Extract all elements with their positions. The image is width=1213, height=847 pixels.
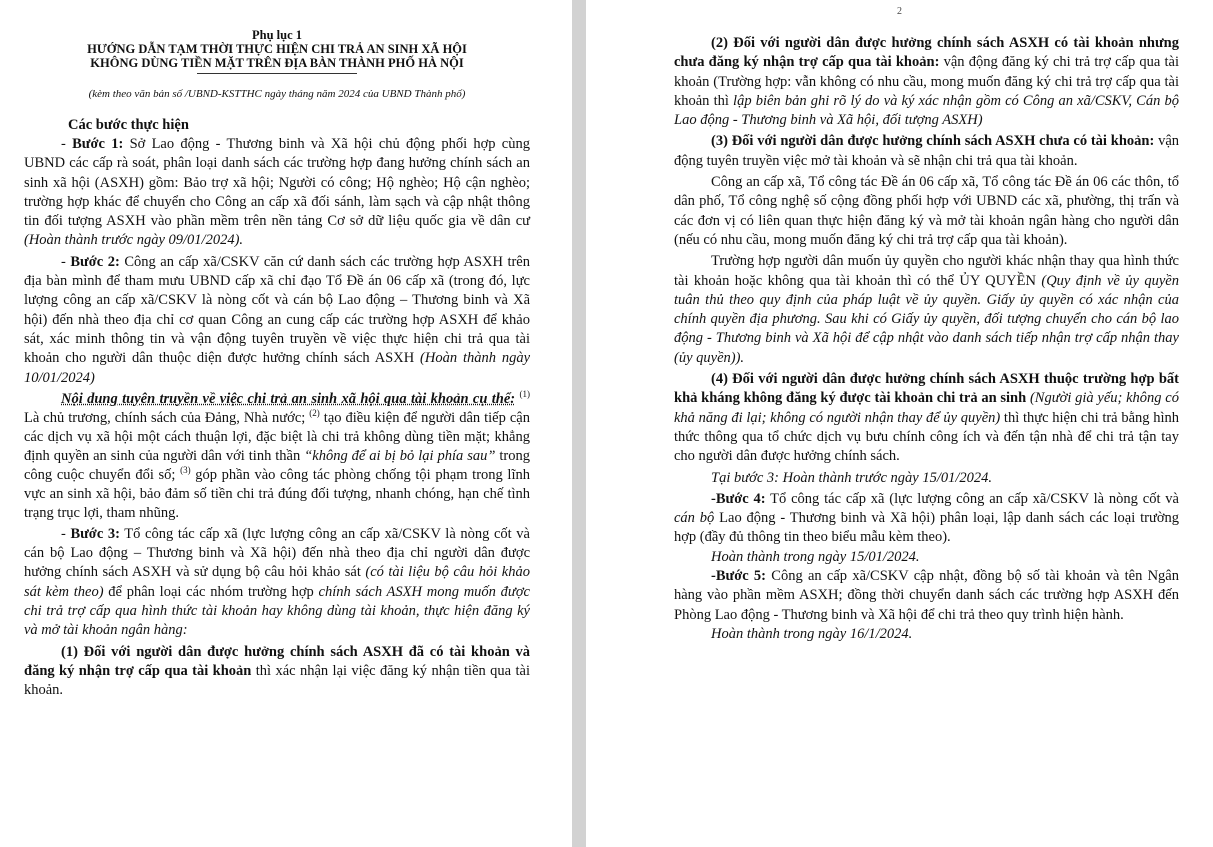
content-text-3: trong công cuộc chuyển đổi số; [24, 447, 530, 483]
document-page-2 [586, 0, 1213, 847]
case-3-text: vận động tuyên truyền việc mở tài khoản và sẽ nhận chi trả qua tài khoản. [674, 133, 1180, 169]
step-4-text-2: Lao động - Thương binh và Xã hội) phân loại, lập danh sách các loại trường hợp (đầy đủ thông tin theo biểu mẫu kèm theo). [674, 510, 1180, 546]
step-3-completion: Tại bước 3: Hoàn thành trước ngày 15/01/2024. [711, 469, 993, 486]
case-1-text: thì xác nhận lại việc đăng ký nhận tiền qua tài khoản. [24, 662, 530, 699]
case-3-paragraph [674, 132, 1179, 171]
proxy-italic: (Quy định về ủy quyền tuân thủ theo quy định của pháp luật về ủy quyền. Giấy ủy quyền có xác nhận của chính quyền địa phương. Sau khi có Giấy ủy quyền, đối tượng chuyển cho cán bộ lao động - Thương binh và Xã hội để cập nhật vào danh sách tiếp nhận trợ cấp nhận thay (ủy quyền)). [674, 272, 1179, 366]
case-4-heading: (4) Đối với người dân được hưởng chính sách ASXH thuộc trường hợp bất khả kháng không đăng ký được tài khoản chi trả an sinh [674, 371, 1179, 407]
case-2-heading: (2) Đối với người dân được hưởng chính sách ASXH có tài khoản nhưng chưa đăng ký nhận trợ cấp qua tài khoản: [674, 35, 1179, 71]
step-2-deadline: (Hoàn thành ngày 10/01/2024) [24, 350, 531, 386]
step-4-text: Tổ công tác cấp xã (lực lượng công an cấp xã/CSKV là nòng cốt và [765, 490, 1179, 507]
step-3-italic-1: (có tài liệu bộ câu hỏi khảo sát kèm theo) [24, 564, 530, 600]
document-title-line-1: HƯỚNG DẪN TẠM THỜI THỰC HIỆN CHI TRẢ AN SINH XÃ HỘI [87, 42, 467, 56]
step-1-deadline: (Hoàn thành trước ngày 09/01/2024). [24, 232, 244, 249]
document-reference-note: (kèm theo văn bản số /UBND-KSTTHC ngày tháng năm 2024 của UBND Thành phố) [88, 88, 466, 100]
content-paragraph [24, 390, 530, 523]
case-1-heading: (1) Đối với người dân được hưởng chính sách ASXH đã có tài khoản và đăng ký nhận trợ cấp qua tài khoản [24, 643, 530, 679]
content-text-4: góp phần vào công tác phòng chống tội phạm trong lĩnh vực an sinh xã hội, bảo đảm số tiền chi trả đúng đối tượng, nhanh chóng, hạn chế tình trạng trục lợi, tham nhũng. [24, 466, 530, 521]
case-2-paragraph [674, 34, 1179, 130]
step-3-text-2: để phân loại các nhóm trường hợp [103, 583, 319, 600]
step-2-text: Công an cấp xã/CSKV căn cứ danh sách các trường hợp ASXH trên địa bàn mình để tham mưu UBND cấp xã chỉ đạo Tổ Đề án 06 cấp xã (trong đó, lực lượng công an cấp xã/CSKV là nòng cốt và cán bộ Lao động – Thương binh và Xã hội) đến nhà theo địa chỉ cơ quan Công an cung cấp các trường hợp ASXH để khảo sát, xác minh thông tin và vận động tuyên truyền về việc thực hiện chi trả qua tài khoản cho người dân thuộc diện được hưởng chính sách ASXH [24, 253, 530, 367]
content-marker-2: (2) [309, 408, 320, 419]
content-text-2: tạo điều kiện để người dân tiếp cận các dịch vụ xã hội một cách thuận lợi, đặc biệt là chi trả không dùng tiền mặt; khẳng định quyền an sinh của người dân với tinh thần [24, 409, 530, 464]
case-3-heading: (3) Đối với người dân được hưởng chính sách ASXH chưa có tài khoản: [711, 133, 1155, 150]
case-4-italic: (Người già yếu; không có khả năng đi lại; không có người nhận thay để ủy quyền) [674, 390, 1179, 426]
content-quote: “không để ai bị bỏ lại phía sau” [304, 447, 496, 464]
step-3-italic-2: chính sách ASXH mong muốn được chi trả trợ cấp qua hình thức tài khoản hay không dùng tài khoản, thực hiện đăng ký và mở tài khoản ngân hàng: [24, 583, 530, 639]
title-underline [197, 73, 357, 74]
proxy-paragraph [674, 252, 1179, 368]
step-4-label: -Bước 4: [711, 490, 766, 507]
content-marker-1: (1) [519, 389, 530, 400]
document-title-line-2: KHÔNG DÙNG TIỀN MẶT TRÊN ĐỊA BÀN THÀNH PHỐ HÀ NỘI [90, 56, 464, 70]
case-2-text: vận động đăng ký chi trả trợ cấp qua tài khoản (Trường hợp: vẫn không có nhu cầu, mong muốn đăng ký chi trả trợ cấp qua tài khoản thì [674, 54, 1179, 109]
case-4-text: thì thực hiện chi trả bằng hình thức thông qua tổ chức dịch vụ bưu chính công ích và đến tận nhà để chi trả tận tay cho người dân được hưởng chính sách. [674, 409, 1179, 465]
content-marker-3: (3) [180, 465, 191, 476]
step-4-paragraph [674, 490, 1179, 548]
case-1-paragraph [24, 643, 530, 701]
step-3-paragraph: - Bước 3: Tổ công tác cấp xã (lực lượng công an cấp xã/CSKV là nòng cốt và cán bộ Lao động – Thương binh và Xã hội) đến nhà theo địa chỉ người dân được hưởng chính sách ASXH và sử dụng bộ câu hỏi khảo sát (có tài liệu bộ câu hỏi khảo sát kèm theo) để phân loại các nhóm trường hợp chính sách ASXH mong muốn được chi trả trợ cấp qua hình thức tài khoản hay không dùng tài khoản, thực hiện đăng ký và mở tài khoản ngân hàng: [24, 525, 530, 639]
step-5-label: -Bước 5: [711, 568, 767, 585]
case-2-italic: lập biên bản ghi rõ lý do và ký xác nhận gồm có Công an xã/CSKV, Cán bộ Lao động - Thương binh và Xã hội, đối tượng ASXH) [674, 92, 1179, 129]
step-4-italic: cán bộ [674, 510, 715, 527]
content-heading: Nội dung tuyên truyền về việc chi trả an sinh xã hội qua tài khoản cụ thể: [61, 390, 516, 407]
step-2-label: Bước 2: [70, 253, 120, 270]
page-number: 2 [897, 6, 902, 17]
step-5-completion: Hoàn thành trong ngày 16/1/2024. [711, 625, 913, 642]
step-1-label: Bước 1: [72, 136, 124, 152]
step-1-paragraph: - Bước 1: Sở Lao động - Thương binh và Xã hội chủ động phối hợp cùng UBND các cấp rà soát, phân loại danh sách các trường hợp đang hưởng chính sách an sinh xã hội (ASXH) gồm: Bảo trợ xã hội; Người có công; Hộ nghèo; Hộ cận nghèo; trường hợp khác để chuyển cho Công an cấp xã đối sánh, làm sạch và cập nhật thông tin đối tượng ASXH vào phần mềm trên nền tảng Cơ sở dữ liệu quốc gia về dân cư (Hoàn thành trước ngày 09/01/2024). [24, 136, 530, 249]
case-4-paragraph [674, 370, 1179, 466]
content-text-1: Là chủ trương, chính sách của Đảng, Nhà nước; [24, 409, 310, 426]
proxy-text: Trường hợp người dân muốn ủy quyền cho người khác nhận thay qua hình thức tài khoản hoặc không qua tài khoản thì có thể ỦY QUYỀN [674, 253, 1179, 289]
step-3-text: Tổ công tác cấp xã (lực lượng công an cấp xã/CSKV là nòng cốt và cán bộ Lao động – Thương binh và Xã hội) đến nhà theo địa chỉ người dân được hưởng chính sách ASXH và sử dụng bộ câu hỏi khảo sát [24, 525, 530, 581]
step-3-label: Bước 3: [70, 525, 120, 542]
appendix-label: Phụ lục 1 [251, 28, 302, 42]
document-page-1 [0, 0, 572, 847]
step-5-paragraph [674, 567, 1179, 625]
step-2-paragraph: - Bước 2: Công an cấp xã/CSKV căn cứ danh sách các trường hợp ASXH trên địa bàn mình để tham mưu UBND cấp xã chỉ đạo Tổ Đề án 06 cấp xã (trong đó, lực lượng công an cấp xã/CSKV là nòng cốt và cán bộ Lao động – Thương binh và Xã hội) đến nhà theo địa chỉ cơ quan Công an cung cấp các trường hợp ASXH để khảo sát, xác minh thông tin và vận động tuyên truyền về việc thực hiện chi trả qua tài khoản cho người dân thuộc diện được hưởng chính sách ASXH (Hoàn thành ngày 10/01/2024) [24, 253, 531, 386]
section-title: Các bước thực hiện [68, 117, 189, 133]
step-5-text: Công an cấp xã/CSKV cập nhật, đồng bộ số tài khoản và tên Ngân hàng vào phần mềm ASXH; đồng thời chuyển danh sách các trường hợp ASXH đến Phòng Lao động - Thương binh và Xã hội để chi trả theo quy trình hiện hành. [674, 568, 1179, 623]
police-coordination-paragraph: Công an cấp xã, Tổ công tác Đề án 06 cấp xã, Tổ công tác Đề án 06 các thôn, tổ dân phố, Tổ công nghệ số cộng đồng phối hợp với UBND các xã, phường, thị trấn và các đơn vị có liên quan thực hiện đăng ký và mở tài khoản ngân hàng cho người dân (nếu có nhu cầu, mong muốn đăng ký chi trả trợ cấp qua tài khoản). [674, 174, 1179, 248]
step-4-completion: Hoàn thành trong ngày 15/01/2024. [711, 548, 920, 565]
step-1-text: Sở Lao động - Thương binh và Xã hội chủ động phối hợp cùng UBND các cấp rà soát, phân loại danh sách các trường hợp đang hưởng chính sách an sinh xã hội (ASXH) gồm: Bảo trợ xã hội; Người có công; Hộ nghèo; Hộ cận nghèo; trường hợp khác để chuyển cho Công an cấp xã đối sánh, làm sạch và cập nhật thông tin đối tượng ASXH vào phần mềm trên nền tảng Cơ sở dữ liệu quốc gia về dân cư [24, 136, 530, 230]
page-gutter [572, 0, 586, 847]
